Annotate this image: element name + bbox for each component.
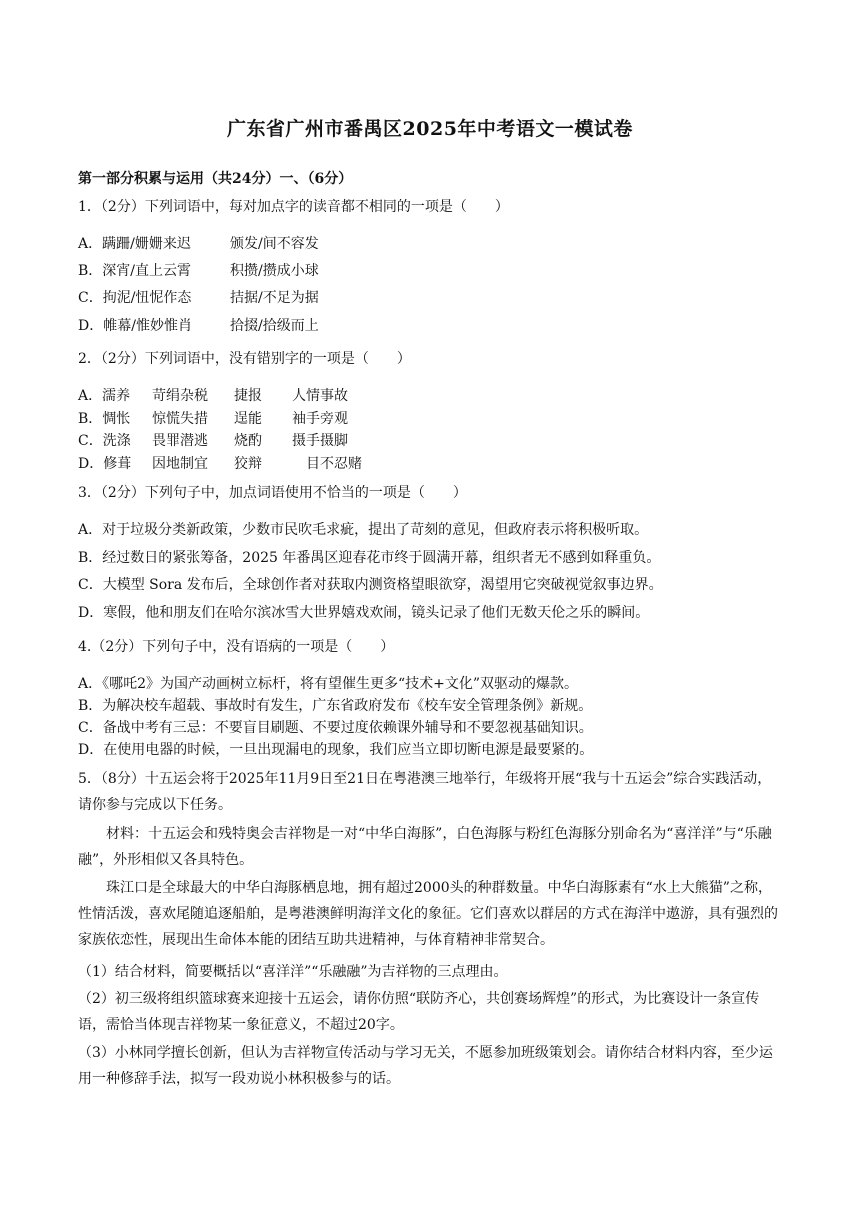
option-pair: 拾掇/拾级而上 [230,318,319,334]
word: 捷报 [234,388,262,404]
question-1-option-a [78,235,319,253]
question-2-option-c [78,432,348,450]
question-3-option-d: D．寒假，他和朋友们在哈尔滨冰雪大世界嬉戏欢闹，镜头记录了他们无数天伦之乐的瞬间。 [78,605,650,621]
option-pair: 颁发/间不容发 [230,236,319,252]
word: 目不忍赌 [306,456,362,472]
option-text: D．帷幕/惟妙惟肖 [78,318,192,334]
question-4-stem: 4.（2分）下列句子中，没有语病的一项是（ ） [78,639,395,655]
word: 苛绢杂税 [152,388,208,404]
question-1-option-c [78,289,319,307]
question-5-task-3: （3）小林同学擅长创新，但认为吉祥物宣传活动与学习无关，不愿参加班级策划会。请你结合材料内容，至少运用一种修辞手法，拟写一段劝说小林积极参与的话。 [78,1045,773,1087]
question-2-option-b [78,410,348,428]
question-3-option-c: C．大模型 Sora 发布后，全球创作者对获取内测资格望眼欲穿，渴望用它突破视觉叙事边界。 [78,577,663,593]
question-2-option-a [78,387,348,405]
word: 因地制宜 [152,456,208,472]
word: 人情事故 [292,388,348,404]
option-pair: 积攒/攒成小球 [230,263,319,279]
word: D．修葺 [78,456,132,472]
word: C．洗涤 [78,433,131,449]
question-4-option-d: D．在使用电器的时候，一旦出现漏电的现象，我们应当立即切断电源是最要紧的。 [78,742,594,758]
word: B．惆怅 [78,411,131,427]
question-5-stem: 5．（8分）十五运会将于2025年11月9日至21日在粤港澳三地举行，年级将开展“我与十五运会”综合实践活动，请你参与完成以下任务。 [78,771,772,813]
option-text: B．深宵/直上云霄 [78,263,192,279]
question-3-option-b: B．经过数日的紧张筹备，2025 年番禺区迎春花市终于圆满开幕，组织者无不感到如释重负。 [78,550,661,566]
word: 畏罪潜逃 [152,433,208,449]
question-1-option-b [78,262,319,280]
word: 惊慌失措 [152,411,208,427]
option-pair: 拮据/不足为据 [230,290,319,306]
question-5-material-2: 珠江口是全球最大的中华白海豚栖息地，拥有超过2000头的种群数量。中华白海豚素有“水上大熊猫”之称，性情活泼，喜欢尾随追逐船舶，是粤港澳鲜明海洋文化的象征。它们喜欢以群居的方式在海洋中遨游，具有强烈的家族依恋性，展现出生命体本能的团结互助共进精神，与体育精神非常契合。 [78,880,778,948]
question-1-option-d [78,317,319,335]
question-5-material-1: 材料：十五运会和残特奥会吉祥物是一对“中华白海豚”，白色海豚与粉红色海豚分别命名为“喜洋洋”与“乐融融”，外形相似又各具特色。 [78,826,772,868]
word: 摄手摄脚 [292,433,348,449]
question-5-task-1: （1）结合材料，简要概括以“喜洋洋”“乐融融”为吉祥物的三点理由。 [78,964,508,980]
question-4-option-c: C．备战中考有三忌：不要盲目刷题、不要过度依赖课外辅导和不要忽视基础知识。 [78,720,593,736]
word: 狡辩 [234,456,262,472]
section-header: 第一部分积累与运用（共24分）一、（6分） [78,171,353,187]
question-4-option-b: B．为解决校车超载、事故时有发生，广东省政府发布《校车安全管理条例》新规。 [78,698,593,714]
question-3-option-a: A．对于垃圾分类新政策，少数市民吹毛求疵，提出了苛刻的意见，但政府表示将积极听取。 [78,522,649,538]
question-1-stem: 1．（2分）下列词语中，每对加点字的读音都不相同的一项是（ ） [78,199,509,215]
option-text: C．拘泥/忸怩作态 [78,290,192,306]
question-2-stem: 2．（2分）下列词语中，没有错别字的一项是（ ） [78,351,411,367]
question-5-task-2: （2）初三级将组织篮球赛来迎接十五运会，请你仿照“联防齐心，共创赛场辉煌”的形式，为比赛设计一条宣传语，需恰当体现吉祥物某一象征意义，不超过20字。 [78,991,760,1033]
word: A．濡养 [78,388,131,404]
option-text: A．蹒跚/姗姗来迟 [78,236,191,252]
question-3-stem: 3．（2分）下列句子中，加点词语使用不恰当的一项是（ ） [78,485,467,501]
page-title: 广东省广州市番禺区2025年中考语文一模试卷 [227,118,633,140]
word: 烧酌 [234,433,262,449]
word: 袖手旁观 [292,411,348,427]
question-4-option-a: A．《哪吒2》为国产动画树立标杆，将有望催生更多“技术+文化”双驱动的爆款。 [78,676,579,692]
question-2-option-d [78,455,362,473]
word: 逞能 [234,411,262,427]
